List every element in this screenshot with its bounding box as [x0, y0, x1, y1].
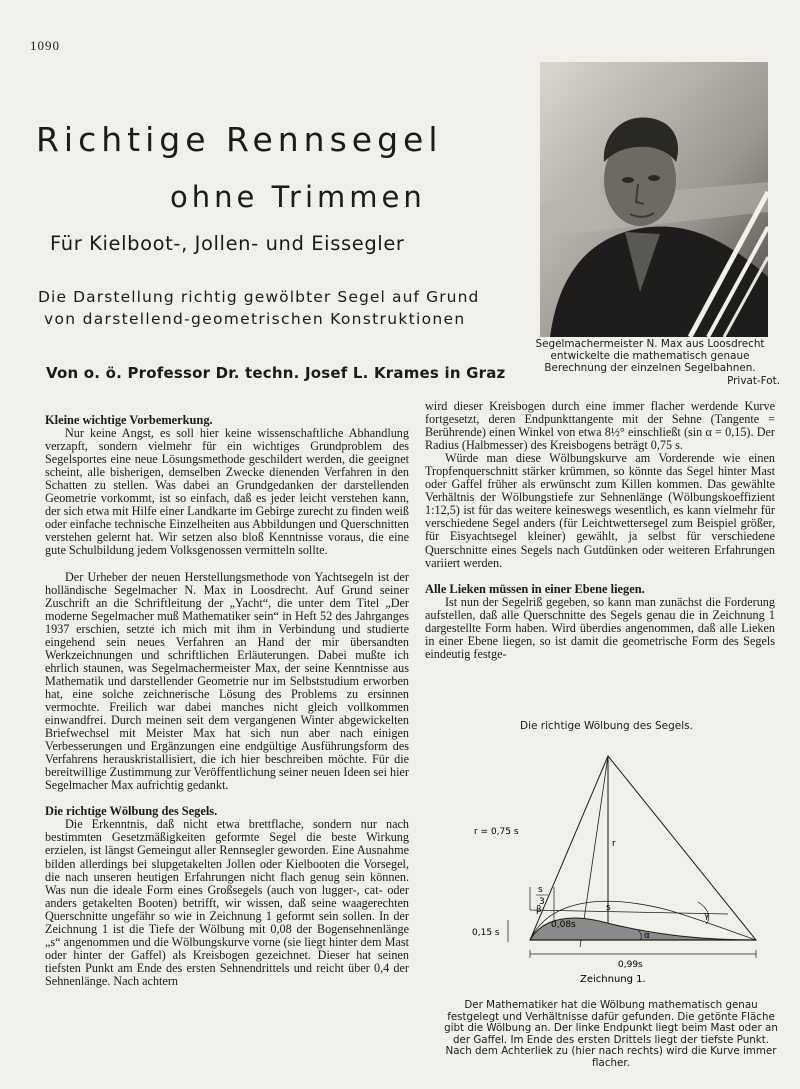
- label-s: s: [606, 903, 611, 913]
- chord-s: [530, 910, 728, 914]
- subtitle-line-1: Die Darstellung richtig gewölbter Segel auf Grund: [38, 288, 480, 306]
- portrait-photo: [540, 62, 768, 337]
- left-text-column: [45, 414, 409, 988]
- label-008s: 0,08s: [551, 920, 576, 930]
- label-015s: 0,15 s: [472, 928, 500, 938]
- paragraph: Die Erkenntnis, daß nicht etwa brettflache, sondern nur nach bestimmten Gesetzmäßigkeiten geformte Segel die beste Wirkung erzielen, ist längst Gemeingut aller Rennsegler geworden. Eine Ausnahme bilden allerdings bei slupgetakelten Jollen oder Kielbooten die Vorsegel, die nach unseren heutigen Erfahrungen nicht flach genug sein können. Was nun die ideale Form eines Großsegels (auch von lugger-, cat- oder anders getakelten Booten) betrifft, wir wissen, daß seine waagerechten Querschnitte ungefähr so wie in Zeichnung 1 geformt sein sollen. In der Zeichnung 1 ist die Tiefe der Wölbung mit 0,08 der Bogensehnenlänge „s“ angenommen und die Wölbungskurve vorne (sie liegt hinter dem Mast oder hinter der Gaffel) als Kreisbogen gezeichnet. Dieser hat seinen tiefsten Punkt am Ende des ersten Sehnendrittels und reicht über 0,4 der Sehnenlänge. Nach achtern: [45, 817, 409, 988]
- photo-credit: Privat-Fot.: [727, 374, 780, 387]
- paragraph: wird dieser Kreisbogen durch eine immer flacher werdende Kurve fortgesetzt, deren Endpunkttangente mit der Sehne (Tangente = Berührende) einen Winkel von etwa 8½° einschließt (sin α = 0,15). Der Radius (Halbmesser) des Kreisbogens beträgt 0,75 s.: [425, 399, 775, 453]
- paragraph: Nur keine Angst, es soll hier keine wissenschaftliche Abhandlung verzapft, sondern vielmehr für ein wichtiges Grundproblem des Segelsportes eine neue Lösungsmethode geschildert werden, die geeignet scheint, alle bisherigen, demselben Zwecke dienenden Verfahren in den Schatten zu stellen. Was dabei an Grundgedanken der darstellenden Geometrie vorkommt, ist so einfach, daß es jeder leicht verstehen kann, der sich etwa mit Hilfe einer Landkarte im Gebirge zurecht zu finden weiß oder einfache technische Einzelheiten aus Abbildungen und Querschnitten verstehen gelernt hat. Wir setzen also bloß Kenntnisse voraus, die eine gute Schulbildung jedem Volksgenossen vermitteln sollte.: [45, 426, 409, 558]
- label-099s: 0,99s: [618, 960, 643, 970]
- photo-caption: [520, 338, 780, 387]
- author-line: Von o. ö. Professor Dr. techn. Josef L. Krames in Graz: [46, 364, 506, 382]
- page-number: 1090: [30, 38, 60, 53]
- label-r: r: [612, 839, 616, 849]
- figure-caption: Der Mathematiker hat die Wölbung mathematisch genau festgelegt und Verhältnisse dafür gefunden. Die getönte Fläche gibt die Wölbung an. Der linke Endpunkt liegt beim Mast oder an der Gaffel. Im Ende des ersten Drittels liegt der tiefste Punkt. Nach dem Achterliek zu (hier nach rechts) wird die Kurve immer flacher.: [444, 999, 778, 1069]
- article-title-line-3: Für Kielboot-, Jollen- und Eissegler: [50, 232, 405, 255]
- paragraph: Würde man diese Wölbungskurve am Vorderende wie einen Tropfenquerschnitt stärker krümmen, so könnte das Segel hinter Mast oder Gaffel früher als erwünscht zum Killen kommen. Das gewählte Verhältnis der Wölbungstiefe zur Sehnenlänge (Wölbungskoeffizient 1:12,5) ist für das weitere keineswegs wesentlich, es kann vielmehr für verschiedene Segel anders (für Leichtwettersegel zum Beispiel größer, für Eisyachtsegel kleiner) gewählt, ja selbst für verschiedene Querschnitte eines Segels nach Gutdünken oder weiteren Erfahrungen variiert werden.: [425, 451, 775, 570]
- label-radius: r = 0,75 s: [474, 827, 519, 837]
- label-s3-den: 3: [539, 897, 545, 907]
- section-heading-lieken: Alle Lieken müssen in einer Ebene liegen.: [425, 581, 645, 596]
- label-gamma: γ: [704, 911, 710, 921]
- section-heading-vorbemerkung: Kleine wichtige Vorbemerkung.: [45, 413, 213, 427]
- figure-label-zeichnung: Zeichnung 1.: [580, 974, 646, 985]
- label-beta: β: [536, 905, 542, 915]
- subtitle-line-2: von darstellend-geometrischen Konstruktionen: [44, 310, 466, 328]
- label-alpha: α: [644, 931, 650, 941]
- article-title-line-2: ohne Trimmen: [170, 180, 426, 214]
- right-text-column: [425, 400, 775, 661]
- article-title-line-1: Richtige Rennsegel: [36, 120, 443, 159]
- figure-title: Die richtige Wölbung des Segels.: [520, 720, 693, 732]
- paragraph: Ist nun der Segelriß gegeben, so kann man zunächst die Forderung aufstellen, daß alle Querschnitte des Segels genau die in Zeichnung 1 dargestellte Form haben. Wird überdies angenommen, daß alle Lieken in einer Ebene liegen, so ist damit die geometrische Form des Segels eindeutig festge-: [425, 594, 775, 661]
- sail-curvature-diagram: [468, 742, 788, 992]
- photo-caption-text: Segelmachermeister N. Max aus Loosdrecht entwickelte die mathematisch genaue Berechnung der einzelnen Segelbahnen.: [535, 338, 765, 375]
- label-s3-num: s: [538, 885, 543, 895]
- section-heading-woelbung: Die richtige Wölbung des Segels.: [45, 804, 218, 819]
- paragraph: Der Urheber der neuen Herstellungsmethode von Yachtsegeln ist der holländische Segelmacher N. Max in Loosdrecht. Auf Grund seiner Zuschrift an die Schriftleitung der „Yacht“, die unter dem Titel „Der moderne Segelmacher muß Mathematiker sein“ in Heft 52 des Jahrganges 1937 erschien, setzte ich mich mit ihm in Verbindung und studierte eingehend sein neues Verfahren an Hand der mir übersandten Werkzeichnungen und schriftlichen Erläuterungen. Dabei mußte ich ehrlich staunen, was Segelmachermeister Max, der seine Kenntnisse aus Mathematik und darstellender Geometrie nur im Selbststudium erworben hat, eine solche zeichnerische Lösung des Problems zu ersinnen vermochte. Freilich war dabei manches nicht gleich vollkommen einwandfrei. Durch meinen seit dem vergangenen Winter abgewickelten Briefwechsel mit Meister Max hat sich nun aber nach einigen Verbesserungen und Ergänzungen eine endgültige Ausführungsform des Verfahrens herauskristallisiert, die ich hier beschreiben möchte. Für die bereitwillige Zustimmung zur Veröffentlichung seiner neuen Ideen sei hier Segelmacher Max aufrichtig gedankt.: [45, 569, 409, 793]
